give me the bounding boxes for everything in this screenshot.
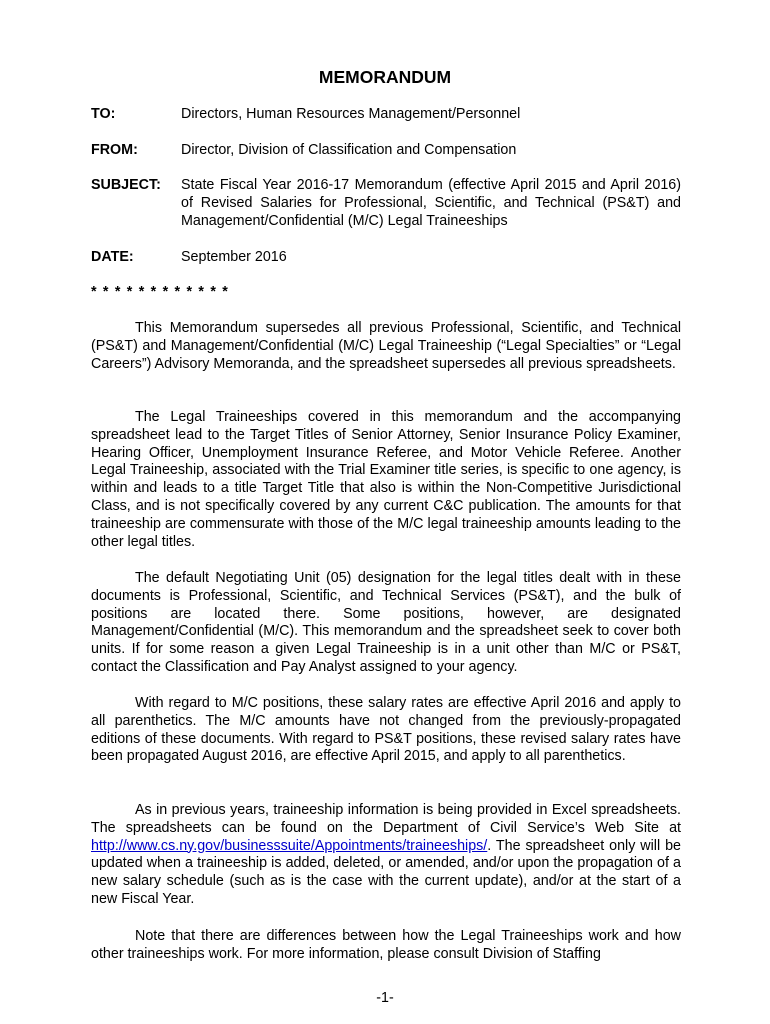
- subject-label: SUBJECT:: [91, 177, 161, 193]
- paragraph-supersedes: This Memorandum supersedes all previous Professional, Scientific, and Technical (PS&T) and Management/Confidential (M/C) Legal Traineeship (“Legal Specialties” or “Legal Careers”) Advisory Memoranda, and the spreadsheet supersedes all previous spreadsheets.: [91, 320, 681, 372]
- separator: * * * * * * * * * * * *: [91, 284, 230, 300]
- memo-title: MEMORANDUM: [318, 67, 452, 87]
- spreadsheets-text-start: As in previous years, traineeship information is being provided in Excel spreadsheets. The spreadsheets can be found on the Department of Civil Service’s Web Site at: [91, 802, 681, 836]
- paragraph-mc-positions: With regard to M/C positions, these salary rates are effective April 2016 and apply to all parenthetics. The M/C amounts have not changed from the previously-propagated editions of these documents. With regard to PS&T positions, these revised salary rates have been propagated August 2016, are effective April 2015, and apply to all parenthetics.: [91, 695, 681, 765]
- to-value: Directors, Human Resources Management/Personnel: [181, 106, 521, 122]
- traineeships-link[interactable]: http://www.cs.ny.gov/businesssuite/Appointments/traineeships/: [91, 837, 488, 854]
- to-label: TO:: [91, 106, 116, 122]
- date-value: September 2016: [181, 249, 287, 265]
- date-label: DATE:: [91, 249, 134, 265]
- from-label: FROM:: [91, 142, 138, 158]
- page-number: -1-: [376, 990, 394, 1006]
- spreadsheets-text-end: . The spreadsheet only will be updated when a traineeship is added, deleted, or amended, and/or upon the propagation of a new salary schedule (such as is the case with the current update), and/or at the start of a new Fiscal Year.: [91, 837, 681, 907]
- from-value: Director, Division of Classification and Compensation: [181, 142, 517, 158]
- paragraph-spreadsheets: [91, 802, 681, 909]
- paragraph-negotiating-unit: The default Negotiating Unit (05) designation for the legal titles dealt with in these documents is Professional, Scientific, and Technical Services (PS&T), and the bulk of positions are located there. Some positions, however, are designated Management/Confidential (M/C). This memorandum and the spreadsheet seek to cover both units. If for some reason a given Legal Traineeship is in a unit other than M/C or PS&T, contact the Classification and Pay Analyst assigned to your agency.: [91, 570, 681, 675]
- paragraph-differences: Note that there are differences between how the Legal Traineeships work and how other traineeships work. For more information, please consult Division of Staffing: [91, 928, 681, 962]
- subject-value: State Fiscal Year 2016-17 Memorandum (effective April 2015 and April 2016) of Revised Salaries for Professional, Scientific, and Technical (PS&T) and Management/Confidential (M/C) Legal Traineeships: [181, 177, 681, 229]
- paragraph-legal-traineeships: The Legal Traineeships covered in this memorandum and the accompanying spreadsheet lead to the Target Titles of Senior Attorney, Senior Insurance Policy Examiner, Hearing Officer, Unemployment Insurance Referee, and Motor Vehicle Referee. Another Legal Traineeship, associated with the Trial Examiner title series, is specific to one agency, is within and leads to a title Target Title that also is within the Non-Competitive Jurisdictional Class, and is not specifically covered by any current C&C publication. The amounts for that traineeship are commensurate with those of the M/C legal traineeship amounts leading to the other legal titles.: [91, 409, 681, 550]
